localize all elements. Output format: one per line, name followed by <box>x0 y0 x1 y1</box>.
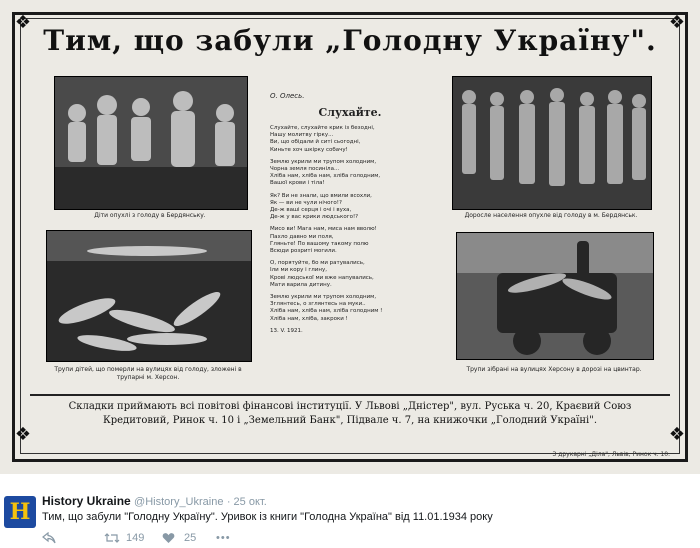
tweet-date[interactable]: · 25 окт. <box>226 496 267 508</box>
like-count: 25 <box>184 532 197 544</box>
tweet-header <box>42 494 267 508</box>
photo-caption: Трупи дітей, що померли на вулицях від голоду, зложені в трупарні м. Херсон. <box>54 366 242 381</box>
poem-stanza: О, порятуйте, бо ми ратувались, Іли ми кору і глину, Крові людської ми вже напувались, Мати варила дитину. <box>270 260 374 288</box>
photo-adults <box>452 76 652 210</box>
retweet-icon[interactable] <box>104 532 120 547</box>
poem-stanza: Землю укрили ми трупом холодним, Зглянтесь, о зглянтесь на муки.. Хліба нам, хліба нам, хліба голодним ! Хліба нам, хліба, закроки ! <box>270 294 383 322</box>
divider <box>30 394 670 396</box>
author-name[interactable]: History Ukraine <box>42 494 131 508</box>
avatar[interactable] <box>4 496 36 528</box>
poem-stanza: Слухайте, слухайте крик із безодні, Нашу молитву гірку... Ви, що обідали й ситі сьогодні, Киньте хоч шкірку собачу! <box>270 125 375 153</box>
retweet-count: 149 <box>126 532 145 544</box>
poem <box>270 92 430 334</box>
poem-stanza: Мисо ви! Мага нам, миса нам вволю! Пахло давно ми поля, Гляньте! По вашому такому полю Всюди розриті могили. <box>270 226 377 255</box>
photo-caption: Діти опухлі з голоду в Бердянську. <box>94 212 206 219</box>
poem-stanza: Землю укрили ми трупом холодним, Чорна земля посиніла... Хліба нам, хліба нам, хліба голодним, Вашої крови і тіла! <box>270 158 381 187</box>
printer-imprint: З друкарні „Діла", Львів, Ринок ч. 10. <box>552 451 670 458</box>
donation-notice: Складки приймають всі повітові фінансові інституції. У Львові „Дністер", вул. Руська ч. 20, Краєвий Союз Кредитовий, Ринок ч. 10 і „Земельний Банк", Підвале ч. 7, на книжочки „Голодний Україні". <box>68 401 632 426</box>
poem-title: Слухайте. <box>318 106 382 119</box>
poster-title: Тим, що забули „Голодну Україну". <box>43 24 657 57</box>
photo-children <box>54 76 248 210</box>
corner-ornament-icon: ❖ <box>14 12 32 33</box>
poem-date: 13. V. 1921. <box>270 327 303 334</box>
heart-icon[interactable] <box>162 532 175 547</box>
poem-stanza: Як? Ви не знали, що вмили всохли, Як — ви не чули нічого!? Де-ж ваші серця і очі і вуха, Де-ж у вас крики людського!? <box>270 192 372 221</box>
corner-ornament-icon: ❖ <box>668 424 686 445</box>
poem-author: О. Олесь. <box>270 92 305 100</box>
more-icon[interactable]: ••• <box>216 532 231 544</box>
reply-icon[interactable] <box>42 532 56 547</box>
photo-caption: Трупи зібрані на вулицях Херсону в дорозі на цвинтар. <box>466 366 642 373</box>
corner-ornament-icon: ❖ <box>668 12 686 33</box>
photo-caption: Доросле населення опухле від голоду в м. Бердянськ. <box>464 212 638 219</box>
tweet-text: Тим, що забули "Голодну Україну". Уривок із книги "Голодна Україна" від 11.01.1934 року <box>42 511 493 523</box>
corner-ornament-icon: ❖ <box>14 424 32 445</box>
avatar-logo: H <box>9 499 31 525</box>
photo-bodies-morgue <box>46 230 252 362</box>
photo-bodies-cart <box>456 232 654 360</box>
author-handle[interactable]: @History_Ukraine <box>134 496 224 508</box>
